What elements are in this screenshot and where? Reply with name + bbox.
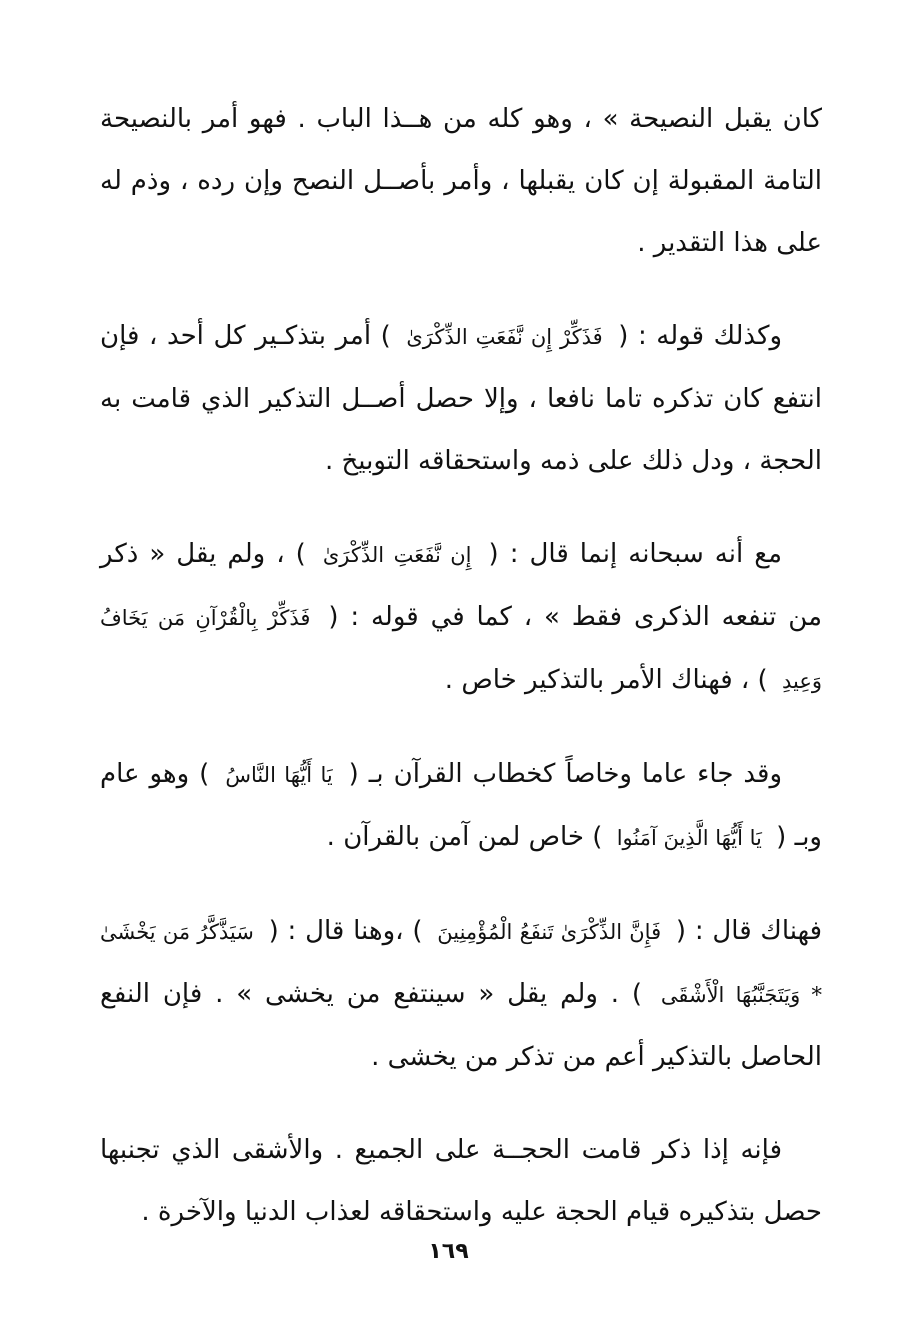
paragraph-middle: ) وهو عام وبـ (: [100, 759, 822, 852]
paragraph-tail: ) أمر بتذكـير كل أحد ، فإن انتفع كان تذكره تاما نافعا ، وإلا حصل أصــل التذكير الذي قامت به الحجة ، ودل ذلك على ذمه واستحقاقه التوبيخ .: [100, 321, 822, 476]
paragraph-lead: مع أنه سبحانه إنما قال : (: [488, 539, 783, 569]
paragraph-middle: ) ، ولم يقل « ذكر من تنفعه الذكرى فقط » ، كما في قوله : (: [100, 539, 822, 632]
paragraph-advice: [100, 88, 822, 274]
paragraph-middle: ) ،وهنا قال : (: [268, 916, 423, 946]
paragraph-lead: وكذلك قوله : (: [618, 321, 783, 351]
paragraph-tail: ) ، فهناك الأمر بالتذكير خاص .: [444, 665, 768, 695]
paragraph-specific-reminder: [100, 523, 822, 712]
paragraph-general-specific: [100, 743, 822, 869]
paragraph-benefit: [100, 900, 822, 1088]
paragraph-lead: فهناك قال : (: [675, 916, 823, 946]
page-body: [100, 88, 822, 1238]
paragraph-text: فإنه إذا ذكر قامت الحجــة على الجميع . والأشقى الذي تجنبها حصل بتذكيره قيام الحجة عليه واستحقاقه لعذاب الدنيا والآخرة .: [100, 1135, 822, 1227]
quran-verse: إِن نَّفَعَتِ الذِّكْرَىٰ: [322, 543, 472, 567]
quran-verse: فَإِنَّ الذِّكْرَىٰ تَنفَعُ الْمُؤْمِنِينَ: [437, 920, 662, 944]
paragraph-remind-all: [100, 305, 822, 492]
quran-verse-second: فَذَكِّرْ بِالْقُرْآنِ مَن يَخَافُ وَعِيدِ: [100, 606, 822, 693]
quran-verse-second: سَيَذَّكَّرُ مَن يَخْشَىٰ * وَيَتَجَنَّبُهَا الْأَشْقَى: [100, 920, 823, 1007]
paragraph-tail: ) . ولم يقل « سينتفع من يخشى » . فإن النفع الحاصل بالتذكير أعم من تذكر من يخشى .: [100, 979, 822, 1072]
paragraph-tail: ) خاص لمن آمن بالقرآن .: [326, 822, 603, 852]
paragraph-lead: وقد جاء عاما وخاصاً كخطاب القرآن بـ (: [348, 759, 783, 789]
quran-verse: فَذَكِّرْ إِن نَّفَعَتِ الذِّكْرَىٰ: [406, 325, 603, 349]
paragraph-text: كان يقبل النصيحة » ، وهو كله من هــذا الباب . فهو أمر بالنصيحة التامة المقبولة إن كان يقبلها ، وأمر بأصــل النصح وإن رده ، وذم له على هذا التقدير .: [100, 104, 822, 258]
page-number: ١٦٩: [428, 1239, 469, 1264]
quran-verse-second: يَا أَيُّهَا الَّذِينَ آمَنُوا: [616, 826, 762, 850]
paragraph-proof: [100, 1119, 822, 1243]
quran-verse: يَا أَيُّهَا النَّاسُ: [225, 763, 333, 787]
